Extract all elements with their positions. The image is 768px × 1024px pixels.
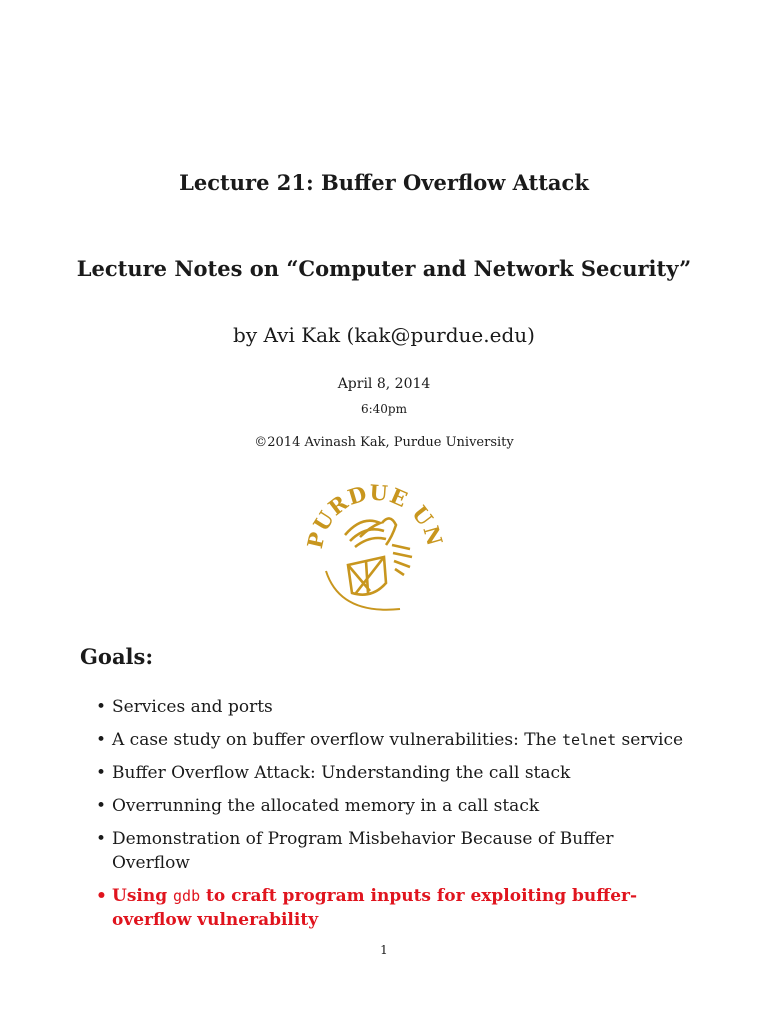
goal-code: gdb xyxy=(173,887,201,905)
goal-item xyxy=(96,827,696,875)
goal-item xyxy=(96,728,696,752)
bullet-icon: • xyxy=(96,829,107,849)
author-line: by Avi Kak (kak@purdue.edu) xyxy=(233,323,535,347)
goal-item xyxy=(96,794,696,818)
purdue-university-seal-logo xyxy=(300,475,450,625)
goal-item xyxy=(96,761,696,785)
time: 6:40pm xyxy=(360,402,407,416)
lecture-title: Lecture 21: Buffer Overflow Attack xyxy=(179,170,589,195)
goals-list xyxy=(96,695,696,941)
goal-text: Using xyxy=(112,886,174,906)
goal-item xyxy=(96,695,696,719)
goal-text: service xyxy=(616,730,684,750)
goal-text: Services and ports xyxy=(112,697,273,717)
page-number: 1 xyxy=(380,943,388,957)
goal-text: A case study on buffer overflow vulnerabilities: The xyxy=(112,730,562,750)
goal-text: Buffer Overflow Attack: Understanding the call stack xyxy=(112,763,571,783)
bullet-icon: • xyxy=(96,763,107,783)
lecture-subtitle: Lecture Notes on “Computer and Network Security” xyxy=(76,256,692,281)
goal-text: Overrunning the allocated memory in a call stack xyxy=(112,796,540,816)
bullet-icon: • xyxy=(96,697,107,717)
bullet-icon: • xyxy=(96,796,107,816)
copyright-notice: ©2014 Avinash Kak, Purdue University xyxy=(254,435,514,450)
goal-code: telnet xyxy=(561,731,617,749)
goal-item-highlighted xyxy=(96,884,696,932)
date: April 8, 2014 xyxy=(337,376,431,392)
bullet-icon: • xyxy=(96,886,107,906)
goal-text: Demonstration of Program Misbehavior Because of Buffer Overflow xyxy=(112,829,614,873)
goal-text: to craft program inputs for exploiting buffer-overflow vulnerability xyxy=(112,886,638,930)
svg-text:PURDUE UNIVERSITY: PURDUE UN xyxy=(301,479,448,551)
bullet-icon: • xyxy=(96,730,107,750)
goals-heading: Goals: xyxy=(80,644,154,669)
